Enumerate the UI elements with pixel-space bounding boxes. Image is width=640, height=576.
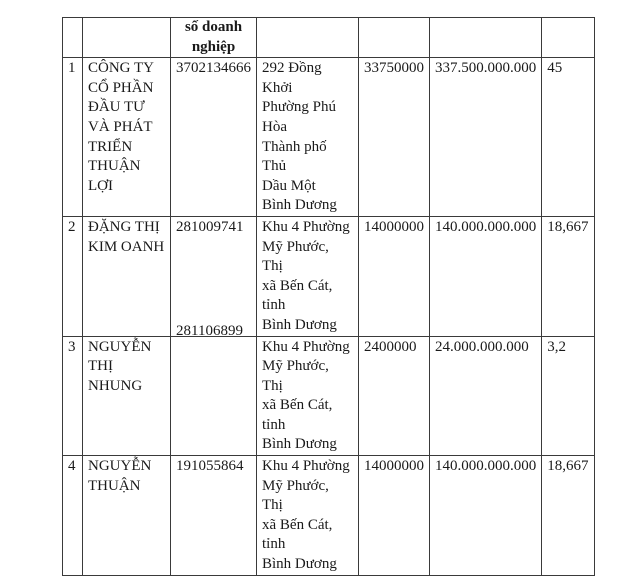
cell-name xyxy=(83,58,171,217)
cell-business-number: 191055864 xyxy=(171,456,257,576)
cell-address xyxy=(257,58,359,217)
cell-percent: 45 xyxy=(542,58,594,217)
address-line: Bình Dương xyxy=(262,556,337,573)
cell-value: 337.500.000.000 xyxy=(430,58,542,217)
name-line: THUẬN xyxy=(88,158,141,175)
cell-address xyxy=(257,456,359,576)
cell-stt: 4 xyxy=(63,456,83,576)
header-shares xyxy=(359,18,430,58)
cell-value: 24.000.000.000 xyxy=(430,336,542,456)
cell-shares: 14000000 xyxy=(359,456,430,576)
cell-business-number: 3702134666 xyxy=(171,58,257,217)
address-line: Mỹ Phước, Thị xyxy=(262,477,329,514)
cell-value: 140.000.000.000 xyxy=(430,216,542,336)
name-line: THỊ xyxy=(88,358,113,375)
cell-address xyxy=(257,216,359,336)
header-stt xyxy=(63,18,83,58)
address-line: xã Bến Cát, tỉnh xyxy=(262,397,333,433)
cell-business-number xyxy=(171,322,257,456)
table-row xyxy=(63,216,595,336)
address-line: Khu 4 Phường xyxy=(262,458,350,475)
header-address xyxy=(257,18,359,58)
table-row xyxy=(63,336,595,456)
name-line: THUẬN xyxy=(88,477,141,494)
cell-address xyxy=(257,336,359,456)
business-number-value: 281106899 xyxy=(176,322,243,339)
address-line: Bình Dương xyxy=(262,316,337,333)
address-line: Thành phố Thủ xyxy=(262,138,327,175)
name-line: CỔ PHẦN xyxy=(88,79,154,96)
address-line: Khu 4 Phường xyxy=(262,338,350,355)
cell-shares: 2400000 xyxy=(359,336,430,456)
address-line: Mỹ Phước, Thị xyxy=(262,358,329,394)
cell-percent: 18,667 xyxy=(542,216,594,336)
cell-business-number: 281009741 xyxy=(171,216,257,336)
cell-shares: 14000000 xyxy=(359,216,430,336)
cell-percent: 18,667 xyxy=(542,456,594,576)
header-business-number-line1: số doanh xyxy=(184,19,243,35)
table-header-row xyxy=(63,18,595,58)
address-line: 292 Đồng Khởi xyxy=(262,60,322,96)
name-line: TRIỂN xyxy=(88,138,133,155)
name-line: LỢI xyxy=(88,177,113,194)
table-row xyxy=(63,58,595,217)
header-percent xyxy=(542,18,594,58)
address-line: Phường Phú xyxy=(262,99,336,116)
name-line: NGUYỄN xyxy=(88,338,152,355)
cell-stt: 1 xyxy=(63,58,83,217)
address-line: Mỹ Phước, Thị xyxy=(262,238,329,275)
cell-name xyxy=(83,216,171,336)
header-business-number xyxy=(171,18,257,58)
address-line: xã Bến Cát, tỉnh xyxy=(262,516,333,553)
address-line: Khu 4 Phường xyxy=(262,218,350,235)
name-line: CÔNG TY xyxy=(88,60,154,77)
cell-stt: 3 xyxy=(63,336,83,456)
name-line: NGUYỄN xyxy=(88,458,152,475)
cell-shares: 33750000 xyxy=(359,58,430,217)
cell-value: 140.000.000.000 xyxy=(430,456,542,576)
shareholder-table xyxy=(62,17,595,576)
header-value xyxy=(430,18,542,58)
name-line: ĐẦU TƯ xyxy=(88,99,145,116)
address-line: Bình Dương xyxy=(262,197,337,214)
name-line: KIM OANH xyxy=(88,238,165,255)
address-line: Bình Dương xyxy=(262,436,337,453)
cell-name xyxy=(83,456,171,576)
cell-percent: 3,2 xyxy=(542,336,594,456)
address-line: Dầu Một xyxy=(262,177,316,194)
name-line: ĐẶNG THỊ xyxy=(88,218,160,235)
header-name xyxy=(83,18,171,58)
address-line: Hòa xyxy=(262,118,287,135)
address-line: xã Bến Cát, tỉnh xyxy=(262,277,333,314)
table-row xyxy=(63,456,595,576)
name-line: VÀ PHÁT xyxy=(88,118,153,135)
name-line: NHUNG xyxy=(88,377,143,394)
cell-name xyxy=(83,336,171,456)
header-business-number-line2: nghiệp xyxy=(191,38,236,55)
cell-stt: 2 xyxy=(63,216,83,336)
